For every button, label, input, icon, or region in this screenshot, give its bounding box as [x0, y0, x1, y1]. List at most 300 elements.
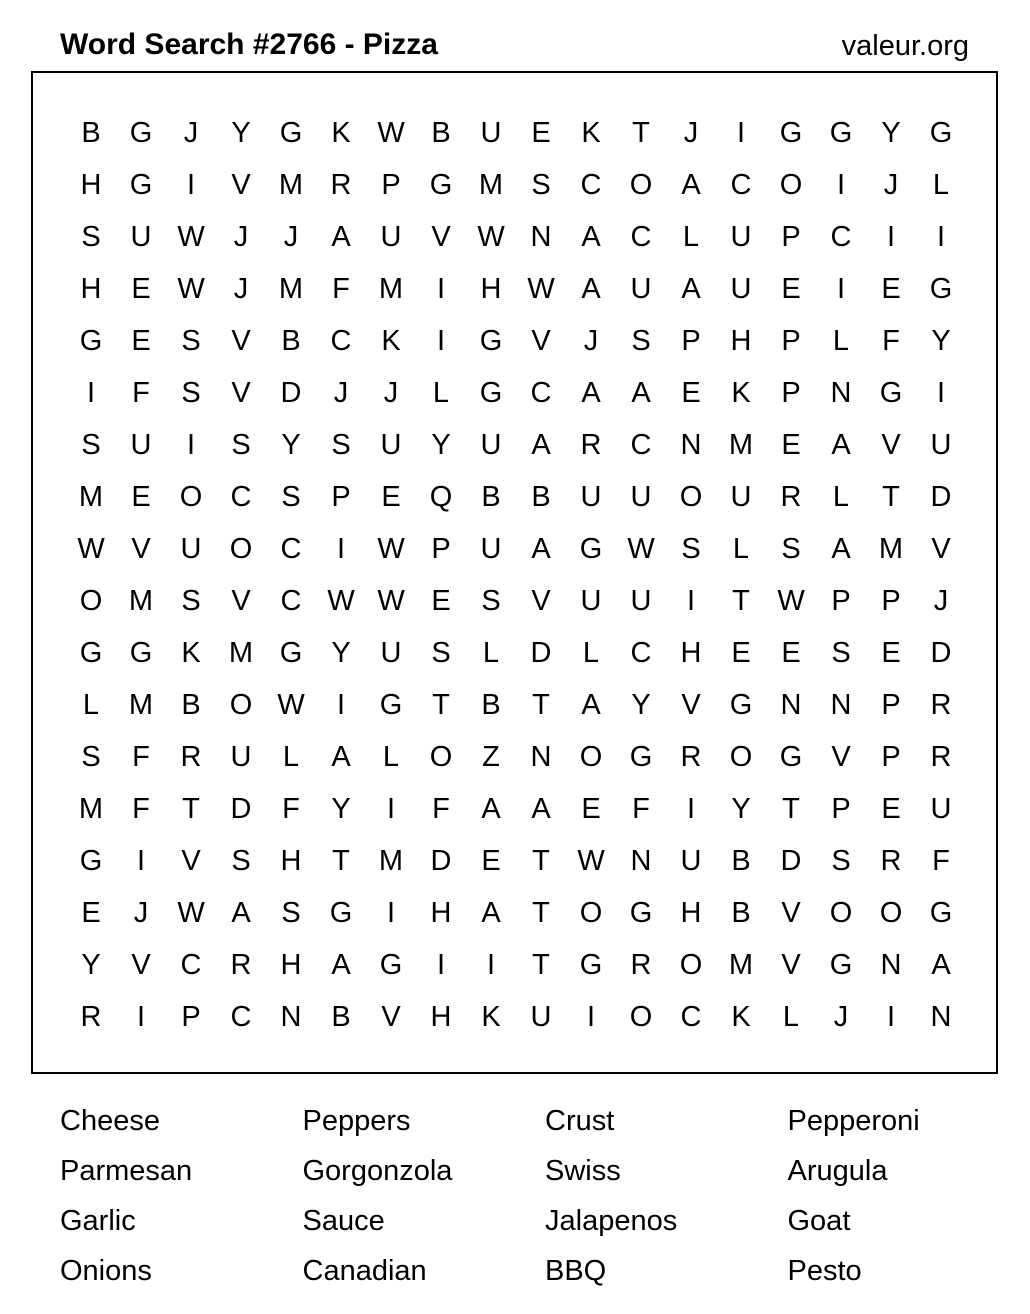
grid-letter[interactable]: G	[129, 637, 153, 669]
grid-letter[interactable]: A	[581, 273, 601, 305]
grid-letter[interactable]: E	[581, 793, 601, 825]
grid-letter[interactable]: K	[331, 117, 351, 149]
grid-letter[interactable]: O	[579, 897, 603, 929]
grid-letter[interactable]: G	[129, 169, 153, 201]
grid-letter[interactable]: U	[380, 429, 402, 461]
grid-letter[interactable]: V	[231, 377, 251, 409]
grid-letter[interactable]: U	[380, 221, 402, 253]
grid-letter[interactable]: P	[831, 585, 851, 617]
grid-letter[interactable]: O	[79, 585, 103, 617]
grid-letter[interactable]: O	[729, 741, 753, 773]
grid-letter[interactable]: U	[730, 221, 752, 253]
grid-letter[interactable]: G	[929, 273, 953, 305]
grid-letter[interactable]: N	[780, 689, 802, 721]
grid-letter[interactable]: G	[579, 533, 603, 565]
grid-letter[interactable]: M	[228, 637, 254, 669]
grid-letter[interactable]: E	[131, 273, 151, 305]
grid-letter[interactable]: I	[836, 169, 846, 201]
grid-letter[interactable]: G	[129, 117, 153, 149]
grid-letter[interactable]: C	[230, 481, 252, 513]
grid-letter[interactable]: T	[732, 585, 750, 617]
grid-letter[interactable]: E	[81, 897, 101, 929]
grid-letter[interactable]: E	[881, 273, 901, 305]
grid-letter[interactable]: D	[280, 377, 302, 409]
grid-letter[interactable]: A	[581, 689, 601, 721]
grid-letter[interactable]: O	[679, 481, 703, 513]
grid-letter[interactable]: M	[78, 793, 104, 825]
grid-letter[interactable]: I	[336, 689, 346, 721]
grid-letter[interactable]: T	[882, 481, 900, 513]
grid-letter[interactable]: G	[429, 169, 453, 201]
grid-letter[interactable]: Y	[431, 429, 451, 461]
grid-letter[interactable]: R	[930, 689, 952, 721]
grid-letter[interactable]: M	[128, 689, 154, 721]
grid-letter[interactable]: F	[932, 845, 950, 877]
grid-letter[interactable]: U	[630, 273, 652, 305]
grid-letter[interactable]: U	[580, 585, 602, 617]
grid-letter[interactable]: J	[283, 221, 299, 253]
grid-letter[interactable]: S	[181, 377, 201, 409]
grid-letter[interactable]: V	[881, 429, 901, 461]
grid-letter[interactable]: E	[731, 637, 751, 669]
grid-letter[interactable]: Y	[331, 637, 351, 669]
grid-letter[interactable]: Y	[81, 949, 101, 981]
grid-letter[interactable]: R	[330, 169, 352, 201]
grid-letter[interactable]: P	[881, 689, 901, 721]
grid-letter[interactable]: F	[432, 793, 450, 825]
grid-letter[interactable]: W	[577, 845, 605, 877]
grid-letter[interactable]: U	[730, 481, 752, 513]
grid-letter[interactable]: L	[82, 689, 100, 721]
grid-letter[interactable]: R	[680, 741, 702, 773]
grid-letter[interactable]: G	[379, 689, 403, 721]
grid-letter[interactable]: I	[186, 429, 196, 461]
grid-letter[interactable]: I	[136, 1001, 146, 1033]
grid-letter[interactable]: P	[331, 481, 351, 513]
grid-letter[interactable]: O	[629, 1001, 653, 1033]
grid-letter[interactable]: S	[681, 533, 701, 565]
grid-letter[interactable]: V	[231, 169, 251, 201]
grid-letter[interactable]: H	[280, 949, 302, 981]
grid-letter[interactable]: L	[432, 377, 450, 409]
grid-letter[interactable]: P	[881, 741, 901, 773]
grid-letter[interactable]: G	[279, 117, 303, 149]
grid-letter[interactable]: V	[431, 221, 451, 253]
grid-letter[interactable]: D	[780, 845, 802, 877]
grid-letter[interactable]: G	[779, 117, 803, 149]
grid-letter[interactable]: U	[480, 429, 502, 461]
grid-letter[interactable]: I	[436, 325, 446, 357]
grid-letter[interactable]: G	[79, 325, 103, 357]
grid-letter[interactable]: A	[831, 429, 851, 461]
grid-letter[interactable]: I	[486, 949, 496, 981]
grid-letter[interactable]: U	[630, 481, 652, 513]
grid-letter[interactable]: P	[831, 793, 851, 825]
grid-letter[interactable]: B	[331, 1001, 351, 1033]
grid-letter[interactable]: H	[430, 897, 452, 929]
grid-letter[interactable]: K	[181, 637, 201, 669]
grid-letter[interactable]: A	[481, 793, 501, 825]
grid-letter[interactable]: C	[730, 169, 752, 201]
grid-letter[interactable]: G	[779, 741, 803, 773]
grid-letter[interactable]: R	[230, 949, 252, 981]
grid-letter[interactable]: E	[381, 481, 401, 513]
grid-letter[interactable]: G	[329, 897, 353, 929]
grid-letter[interactable]: E	[881, 637, 901, 669]
grid-letter[interactable]: A	[531, 533, 551, 565]
grid-letter[interactable]: S	[181, 325, 201, 357]
grid-letter[interactable]: G	[379, 949, 403, 981]
grid-letter[interactable]: O	[179, 481, 203, 513]
grid-letter[interactable]: B	[481, 689, 501, 721]
grid-letter[interactable]: C	[630, 429, 652, 461]
grid-letter[interactable]: N	[530, 221, 552, 253]
grid-letter[interactable]: G	[479, 377, 503, 409]
grid-letter[interactable]: U	[930, 429, 952, 461]
grid-letter[interactable]: D	[230, 793, 252, 825]
grid-letter[interactable]: E	[481, 845, 501, 877]
grid-letter[interactable]: I	[86, 377, 96, 409]
grid-letter[interactable]: J	[233, 273, 249, 305]
grid-letter[interactable]: C	[580, 169, 602, 201]
grid-letter[interactable]: J	[583, 325, 599, 357]
grid-letter[interactable]: T	[532, 949, 550, 981]
grid-letter[interactable]: I	[436, 273, 446, 305]
grid-letter[interactable]: I	[136, 845, 146, 877]
grid-letter[interactable]: Y	[931, 325, 951, 357]
grid-letter[interactable]: P	[781, 325, 801, 357]
grid-letter[interactable]: R	[80, 1001, 102, 1033]
grid-letter[interactable]: U	[380, 637, 402, 669]
grid-letter[interactable]: B	[81, 117, 101, 149]
grid-letter[interactable]: M	[728, 949, 754, 981]
grid-letter[interactable]: L	[832, 325, 850, 357]
grid-letter[interactable]: U	[730, 273, 752, 305]
grid-letter[interactable]: L	[582, 637, 600, 669]
grid-letter[interactable]: S	[231, 429, 251, 461]
grid-letter[interactable]: N	[930, 1001, 952, 1033]
grid-letter[interactable]: T	[182, 793, 200, 825]
grid-letter[interactable]: C	[280, 585, 302, 617]
grid-letter[interactable]: S	[281, 897, 301, 929]
grid-letter[interactable]: I	[336, 533, 346, 565]
grid-letter[interactable]: R	[630, 949, 652, 981]
grid-letter[interactable]: W	[627, 533, 655, 565]
grid-letter[interactable]: I	[186, 169, 196, 201]
grid-letter[interactable]: O	[879, 897, 903, 929]
grid-letter[interactable]: D	[530, 637, 552, 669]
grid-letter[interactable]: C	[330, 325, 352, 357]
grid-letter[interactable]: M	[478, 169, 504, 201]
grid-letter[interactable]: T	[782, 793, 800, 825]
grid-letter[interactable]: K	[731, 377, 751, 409]
grid-letter[interactable]: P	[181, 1001, 201, 1033]
grid-letter[interactable]: G	[729, 689, 753, 721]
grid-letter[interactable]: G	[629, 741, 653, 773]
grid-letter[interactable]: L	[382, 741, 400, 773]
grid-letter[interactable]: W	[377, 117, 405, 149]
grid-letter[interactable]: G	[929, 897, 953, 929]
grid-letter[interactable]: P	[781, 221, 801, 253]
grid-letter[interactable]: W	[377, 585, 405, 617]
grid-letter[interactable]: B	[281, 325, 301, 357]
grid-letter[interactable]: V	[131, 533, 151, 565]
grid-letter[interactable]: A	[581, 221, 601, 253]
grid-letter[interactable]: Y	[331, 793, 351, 825]
grid-letter[interactable]: V	[531, 585, 551, 617]
grid-letter[interactable]: K	[381, 325, 401, 357]
grid-letter[interactable]: S	[431, 637, 451, 669]
grid-letter[interactable]: A	[531, 793, 551, 825]
grid-letter[interactable]: F	[882, 325, 900, 357]
grid-letter[interactable]: B	[531, 481, 551, 513]
grid-letter[interactable]: I	[936, 221, 946, 253]
grid-letter[interactable]: C	[680, 1001, 702, 1033]
grid-letter[interactable]: W	[777, 585, 805, 617]
grid-letter[interactable]: M	[278, 273, 304, 305]
grid-letter[interactable]: A	[681, 273, 701, 305]
grid-letter[interactable]: H	[680, 637, 702, 669]
grid-letter[interactable]: S	[81, 429, 101, 461]
grid-letter[interactable]: V	[681, 689, 701, 721]
grid-letter[interactable]: H	[430, 1001, 452, 1033]
grid-letter[interactable]: O	[829, 897, 853, 929]
grid-letter[interactable]: V	[781, 897, 801, 929]
grid-letter[interactable]: R	[580, 429, 602, 461]
grid-letter[interactable]: F	[632, 793, 650, 825]
grid-letter[interactable]: N	[830, 377, 852, 409]
grid-letter[interactable]: J	[933, 585, 949, 617]
grid-letter[interactable]: H	[80, 273, 102, 305]
grid-letter[interactable]: Y	[881, 117, 901, 149]
grid-letter[interactable]: V	[231, 585, 251, 617]
grid-letter[interactable]: W	[177, 273, 205, 305]
grid-letter[interactable]: I	[836, 273, 846, 305]
grid-letter[interactable]: B	[731, 845, 751, 877]
grid-letter[interactable]: A	[331, 741, 351, 773]
grid-letter[interactable]: I	[686, 793, 696, 825]
grid-letter[interactable]: E	[881, 793, 901, 825]
grid-letter[interactable]: G	[929, 117, 953, 149]
grid-letter[interactable]: N	[680, 429, 702, 461]
grid-letter[interactable]: I	[936, 377, 946, 409]
grid-letter[interactable]: O	[679, 949, 703, 981]
grid-letter[interactable]: M	[378, 273, 404, 305]
grid-letter[interactable]: W	[277, 689, 305, 721]
grid-letter[interactable]: G	[79, 845, 103, 877]
grid-letter[interactable]: M	[728, 429, 754, 461]
grid-letter[interactable]: U	[130, 429, 152, 461]
grid-letter[interactable]: R	[780, 481, 802, 513]
grid-letter[interactable]: C	[830, 221, 852, 253]
grid-letter[interactable]: C	[530, 377, 552, 409]
grid-letter[interactable]: G	[479, 325, 503, 357]
grid-letter[interactable]: S	[231, 845, 251, 877]
grid-letter[interactable]: A	[331, 221, 351, 253]
grid-letter[interactable]: U	[930, 793, 952, 825]
grid-letter[interactable]: T	[632, 117, 650, 149]
grid-letter[interactable]: I	[886, 221, 896, 253]
grid-letter[interactable]: Q	[429, 481, 453, 513]
grid-letter[interactable]: N	[530, 741, 552, 773]
grid-letter[interactable]: V	[781, 949, 801, 981]
grid-letter[interactable]: S	[831, 637, 851, 669]
grid-letter[interactable]: G	[79, 637, 103, 669]
grid-letter[interactable]: D	[930, 481, 952, 513]
grid-letter[interactable]: F	[332, 273, 350, 305]
grid-letter[interactable]: C	[630, 221, 652, 253]
grid-letter[interactable]: F	[132, 741, 150, 773]
grid-letter[interactable]: E	[781, 637, 801, 669]
grid-letter[interactable]: E	[681, 377, 701, 409]
grid-letter[interactable]: L	[482, 637, 500, 669]
grid-letter[interactable]: L	[732, 533, 750, 565]
grid-letter[interactable]: P	[881, 585, 901, 617]
grid-letter[interactable]: W	[377, 533, 405, 565]
grid-letter[interactable]: C	[230, 1001, 252, 1033]
grid-letter[interactable]: F	[132, 377, 150, 409]
grid-letter[interactable]: P	[381, 169, 401, 201]
grid-letter[interactable]: V	[181, 845, 201, 877]
grid-letter[interactable]: E	[131, 481, 151, 513]
grid-letter[interactable]: B	[181, 689, 201, 721]
grid-letter[interactable]: J	[833, 1001, 849, 1033]
grid-letter[interactable]: A	[631, 377, 651, 409]
grid-letter[interactable]: S	[781, 533, 801, 565]
grid-letter[interactable]: J	[383, 377, 399, 409]
grid-letter[interactable]: G	[579, 949, 603, 981]
grid-letter[interactable]: F	[132, 793, 150, 825]
grid-letter[interactable]: I	[436, 949, 446, 981]
grid-letter[interactable]: G	[629, 897, 653, 929]
grid-letter[interactable]: F	[282, 793, 300, 825]
grid-letter[interactable]: A	[931, 949, 951, 981]
grid-letter[interactable]: C	[180, 949, 202, 981]
grid-letter[interactable]: U	[130, 221, 152, 253]
grid-letter[interactable]: M	[78, 481, 104, 513]
grid-letter[interactable]: O	[229, 533, 253, 565]
grid-letter[interactable]: U	[680, 845, 702, 877]
grid-letter[interactable]: S	[531, 169, 551, 201]
grid-letter[interactable]: A	[831, 533, 851, 565]
grid-letter[interactable]: A	[581, 377, 601, 409]
grid-letter[interactable]: G	[879, 377, 903, 409]
grid-letter[interactable]: I	[686, 585, 696, 617]
grid-letter[interactable]: O	[779, 169, 803, 201]
grid-letter[interactable]: I	[586, 1001, 596, 1033]
grid-letter[interactable]: U	[480, 117, 502, 149]
grid-letter[interactable]: I	[886, 1001, 896, 1033]
grid-letter[interactable]: Y	[631, 689, 651, 721]
grid-letter[interactable]: D	[430, 845, 452, 877]
grid-letter[interactable]: A	[481, 897, 501, 929]
grid-letter[interactable]: I	[386, 897, 396, 929]
grid-letter[interactable]: G	[279, 637, 303, 669]
grid-letter[interactable]: N	[280, 1001, 302, 1033]
grid-letter[interactable]: S	[281, 481, 301, 513]
grid-letter[interactable]: V	[931, 533, 951, 565]
grid-letter[interactable]: H	[480, 273, 502, 305]
grid-letter[interactable]: M	[128, 585, 154, 617]
grid-letter[interactable]: J	[233, 221, 249, 253]
grid-letter[interactable]: B	[481, 481, 501, 513]
grid-letter[interactable]: Y	[731, 793, 751, 825]
grid-letter[interactable]: E	[131, 325, 151, 357]
grid-letter[interactable]: V	[831, 741, 851, 773]
grid-letter[interactable]: S	[81, 221, 101, 253]
grid-letter[interactable]: G	[829, 117, 853, 149]
grid-letter[interactable]: M	[278, 169, 304, 201]
grid-letter[interactable]: R	[180, 741, 202, 773]
grid-letter[interactable]: D	[930, 637, 952, 669]
grid-letter[interactable]: T	[532, 845, 550, 877]
grid-letter[interactable]: R	[930, 741, 952, 773]
grid-letter[interactable]: J	[333, 377, 349, 409]
grid-letter[interactable]: O	[579, 741, 603, 773]
grid-letter[interactable]: H	[280, 845, 302, 877]
grid-letter[interactable]: A	[231, 897, 251, 929]
grid-letter[interactable]: P	[431, 533, 451, 565]
grid-letter[interactable]: S	[81, 741, 101, 773]
grid-letter[interactable]: V	[531, 325, 551, 357]
grid-letter[interactable]: H	[730, 325, 752, 357]
grid-letter[interactable]: B	[731, 897, 751, 929]
grid-letter[interactable]: L	[932, 169, 950, 201]
grid-letter[interactable]: S	[331, 429, 351, 461]
grid-letter[interactable]: U	[630, 585, 652, 617]
grid-letter[interactable]: K	[481, 1001, 501, 1033]
grid-letter[interactable]: U	[230, 741, 252, 773]
grid-letter[interactable]: H	[680, 897, 702, 929]
grid-letter[interactable]: U	[180, 533, 202, 565]
grid-letter[interactable]: U	[580, 481, 602, 513]
grid-letter[interactable]: Y	[281, 429, 301, 461]
grid-letter[interactable]: S	[631, 325, 651, 357]
grid-letter[interactable]: T	[532, 897, 550, 929]
grid-letter[interactable]: R	[880, 845, 902, 877]
grid-letter[interactable]: A	[331, 949, 351, 981]
grid-letter[interactable]: L	[782, 1001, 800, 1033]
grid-letter[interactable]: L	[682, 221, 700, 253]
grid-letter[interactable]: W	[177, 897, 205, 929]
grid-letter[interactable]: S	[181, 585, 201, 617]
grid-letter[interactable]: E	[781, 273, 801, 305]
grid-letter[interactable]: P	[781, 377, 801, 409]
grid-letter[interactable]: I	[386, 793, 396, 825]
grid-letter[interactable]: I	[736, 117, 746, 149]
grid-letter[interactable]: Z	[482, 741, 500, 773]
grid-letter[interactable]: M	[878, 533, 904, 565]
grid-letter[interactable]: C	[630, 637, 652, 669]
grid-letter[interactable]: K	[581, 117, 601, 149]
grid-letter[interactable]: L	[832, 481, 850, 513]
grid-letter[interactable]: J	[883, 169, 899, 201]
grid-letter[interactable]: O	[429, 741, 453, 773]
grid-letter[interactable]: U	[480, 533, 502, 565]
grid-letter[interactable]: O	[229, 689, 253, 721]
grid-letter[interactable]: K	[731, 1001, 751, 1033]
grid-letter[interactable]: W	[177, 221, 205, 253]
grid-letter[interactable]: A	[681, 169, 701, 201]
grid-letter[interactable]: C	[280, 533, 302, 565]
grid-letter[interactable]: S	[831, 845, 851, 877]
grid-letter[interactable]: M	[378, 845, 404, 877]
grid-letter[interactable]: S	[481, 585, 501, 617]
grid-letter[interactable]: Y	[231, 117, 251, 149]
grid-letter[interactable]: W	[527, 273, 555, 305]
grid-letter[interactable]: A	[531, 429, 551, 461]
grid-letter[interactable]: W	[327, 585, 355, 617]
